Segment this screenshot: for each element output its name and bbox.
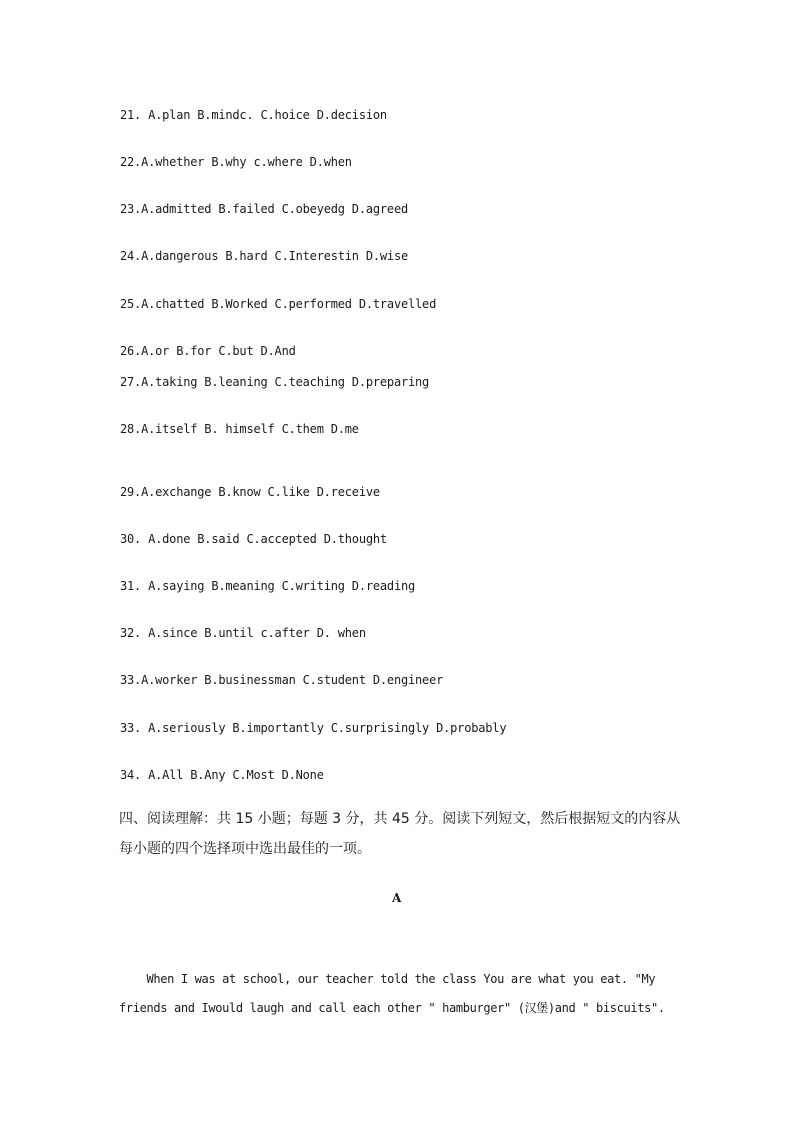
question-33b-options: 33. A.seriously B.importantly C.surprisingly D.probably — [120, 721, 507, 735]
passage-line-2: friends and Iwould laugh and call each other " hamburger" (汉堡)and " biscuits". — [119, 1001, 665, 1015]
question-21-options: 21. A.plan B.mindc. C.hoice D.decision — [120, 108, 387, 122]
question-34-options: 34. A.All B.Any C.Most D.None — [120, 768, 324, 782]
question-24-options: 24.A.dangerous B.hard C.Interestin D.wise — [120, 249, 409, 263]
question-30-options: 30. A.done B.said C.accepted D.thought — [120, 532, 387, 546]
question-31-options: 31. A.saying B.meaning C.writing D.reading — [120, 579, 416, 593]
question-23-options: 23.A.admitted B.failed C.obeyedg D.agreed — [120, 202, 409, 216]
question-29-options: 29.A.exchange B.know C.like D.receive — [120, 485, 380, 499]
question-26-options: 26.A.or B.for C.but D.And — [120, 344, 296, 358]
question-27-options: 27.A.taking B.leaning C.teaching D.preparing — [120, 375, 430, 389]
question-28-options: 28.A.itself B. himself C.them D.me — [120, 422, 359, 436]
question-22-options: 22.A.whether B.why c.where D.when — [120, 155, 352, 169]
section-heading-line-1: 四、阅读理解：共 15 小题；每题 3 分，共 45 分。阅读下列短文，然后根据短文的内容从 — [119, 811, 681, 827]
section-heading-line-2: 每小题的四个选择项中选出最佳的一项。 — [119, 841, 371, 857]
question-33-options: 33.A.worker B.businessman C.student D.engineer — [120, 673, 444, 687]
section-heading — [119, 804, 679, 864]
question-32-options: 32. A.since B.until c.after D. when — [120, 626, 366, 640]
passage-title: A — [392, 891, 402, 905]
question-25-options: 25.A.chatted B.Worked C.performed D.travelled — [120, 297, 437, 311]
passage-line-1: When I was at school, our teacher told the class You are what you eat. "My — [119, 972, 656, 986]
